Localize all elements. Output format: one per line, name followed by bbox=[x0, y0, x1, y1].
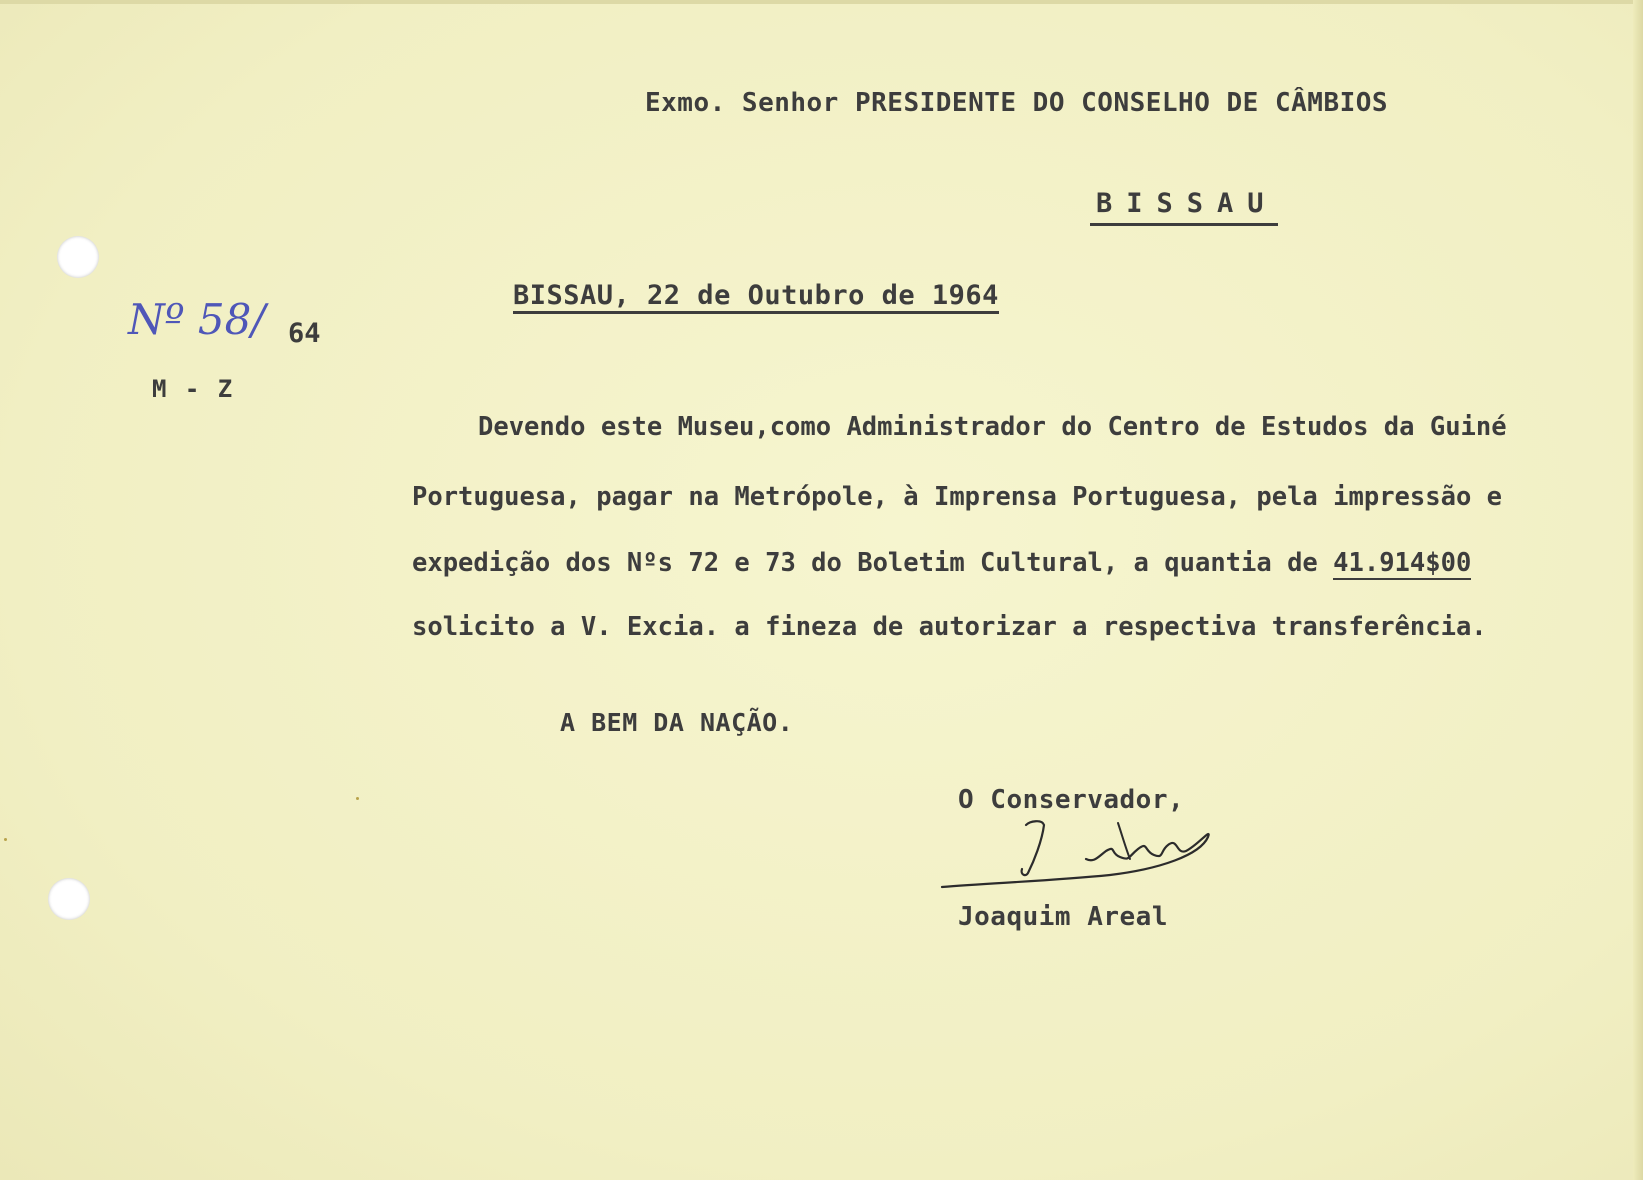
body-line-2: Portuguesa, pagar na Metrópole, à Imprensa Portuguesa, pela impressão e bbox=[412, 482, 1503, 512]
signer-role: O Conservador, bbox=[958, 785, 1185, 815]
addressee-city: BISSAU bbox=[1090, 188, 1278, 226]
body-line-3-text: expedição dos Nºs 72 e 73 do Boletim Cultural, a quantia de bbox=[412, 548, 1334, 578]
reference-code: M - Z bbox=[152, 375, 235, 403]
signer-name: Joaquim Areal bbox=[958, 902, 1168, 932]
paper-edge-right bbox=[1633, 0, 1643, 1180]
letter-date: BISSAU, 22 de Outubro de 1964 bbox=[513, 280, 999, 314]
payment-amount: 41.914$00 bbox=[1333, 548, 1472, 578]
punch-hole-top bbox=[57, 236, 99, 278]
punch-hole-bottom bbox=[48, 878, 90, 920]
paper-speck bbox=[356, 797, 359, 800]
handwritten-signature bbox=[930, 815, 1230, 905]
body-line-4: solicito a V. Excia. a fineza de autorizar a respectiva transferência. bbox=[412, 612, 1487, 642]
reference-year: 64 bbox=[288, 318, 321, 349]
body-line-1: Devendo este Museu,como Administrador do Centro de Estudos da Guiné bbox=[478, 412, 1507, 442]
handwritten-reference-number: Nº 58/ bbox=[128, 295, 266, 344]
paper-speck bbox=[4, 838, 7, 841]
addressee-line: Exmo. Senhor PRESIDENTE DO CONSELHO DE CÂMBIOS bbox=[645, 88, 1389, 118]
closing-salutation: A BEM DA NAÇÃO. bbox=[560, 708, 794, 737]
body-line-3 bbox=[412, 548, 1471, 578]
paper-edge-top bbox=[0, 0, 1643, 4]
